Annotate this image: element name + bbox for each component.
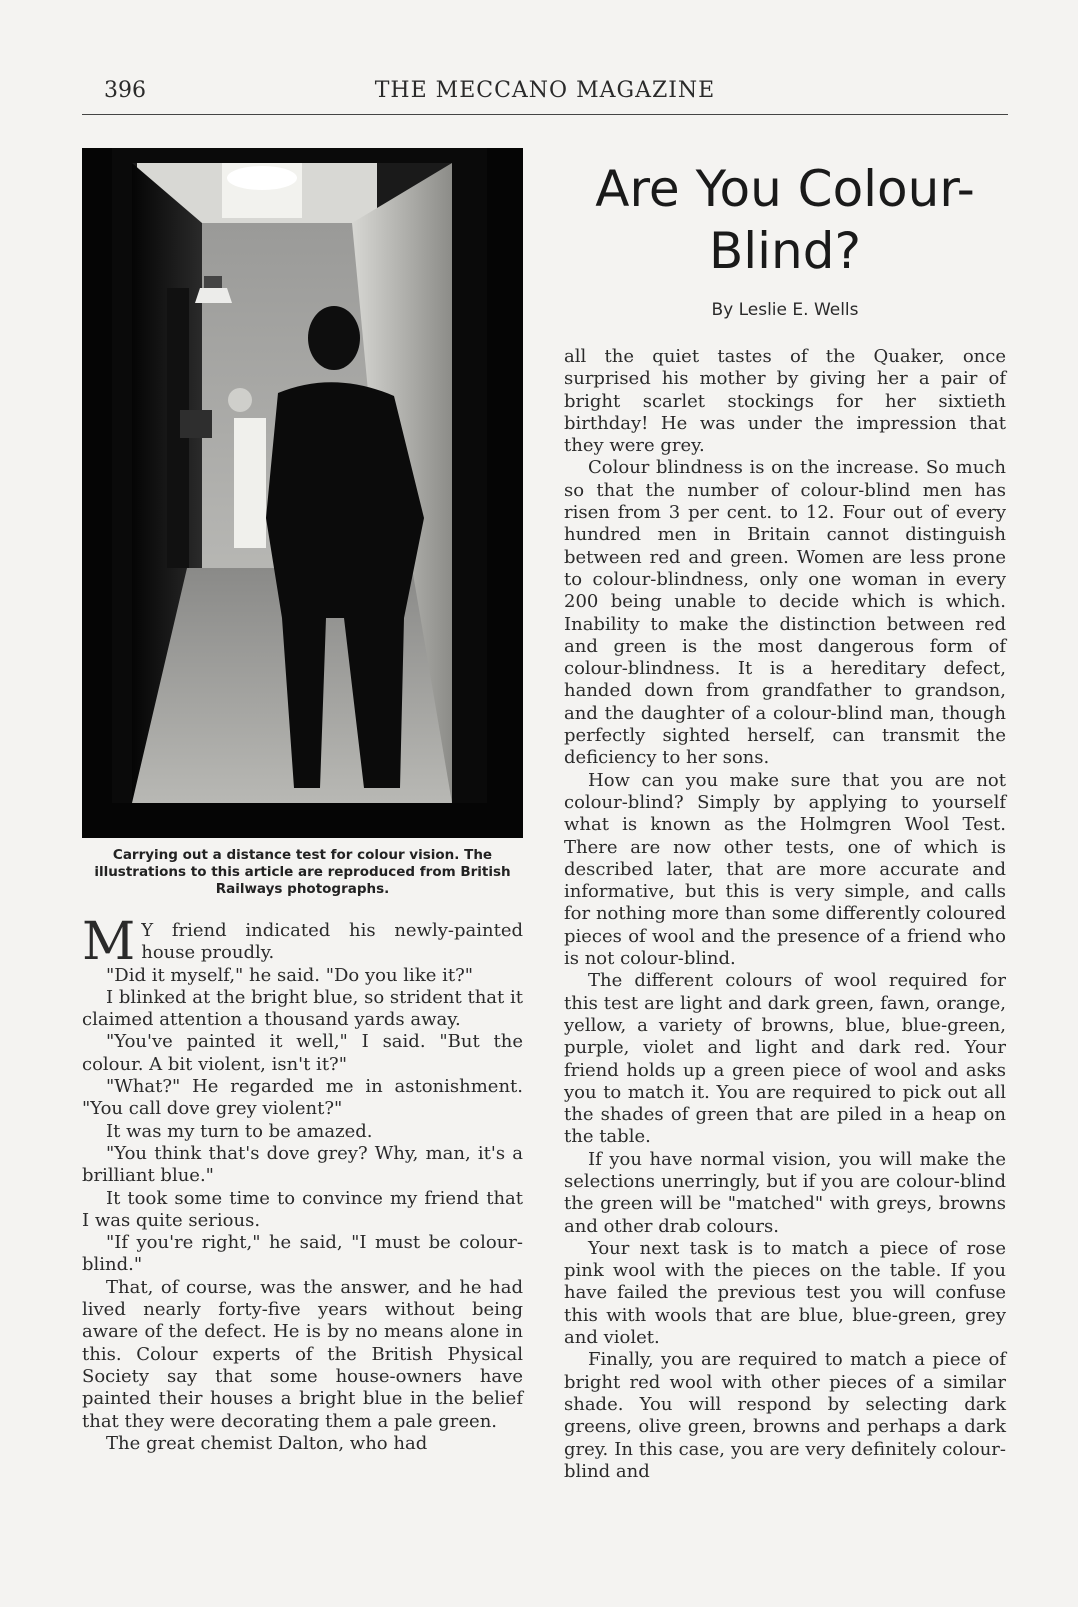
paragraph: It took some time to convince my friend that I was quite serious. xyxy=(82,1187,523,1231)
paragraph: That, of course, was the answer, and he had lived nearly forty-five years without being aware of the defect. He is by no means alone in this. Colour experts of the British Physical Society say that some house-owners have painted their houses a bright blue in the belief that they were decorating them a pale green. xyxy=(82,1276,523,1432)
paragraph: The different colours of wool required for this test are light and dark green, fawn, orange, yellow, a variety of browns, blue, blue-green, purple, violet and light and dark red. Your friend holds up a green piece of wool and asks you to match it. You are required to pick out all the shades of green that are piled in a heap on the table. xyxy=(564,970,1006,1148)
paragraph: Colour blindness is on the increase. So much so that the number of colour-blind men has risen from 3 per cent. to 12. Four out of every hundred men in Britain cannot distinguish between red and green. Women are less prone to colour-blindness, only one woman in every 200 being unable to decide which is which. Inability to make the distinction between red and green is the most dangerous form of colour-blindness. It is a hereditary defect, handed down from grandfather to grandson, and the daughter of a colour-blind man, though perfectly sighted herself, can transmit the deficiency to her sons. xyxy=(564,457,1006,769)
header-rule xyxy=(82,114,1008,115)
paragraph: If you have normal vision, you will make the selections unerringly, but if you are colour-blind the green will be "matched" with greys, browns and other drab colours. xyxy=(564,1148,1006,1237)
magazine-title: THE MECCANO MAGAZINE xyxy=(374,78,716,103)
left-text-column xyxy=(82,912,523,1455)
paragraph-intro xyxy=(82,912,523,972)
paragraph: It was my turn to be amazed. xyxy=(106,1120,373,1142)
paragraph: "Did it myself," he said. "Do you like it?" xyxy=(106,964,474,986)
paragraph: all the quiet tastes of the Quaker, once surprised his mother by giving her a pair of bright scarlet stockings for her sixtieth birthday! He was under the impression that they were grey. xyxy=(564,346,1006,457)
paragraph: "If you're right," he said, "I must be colour-blind." xyxy=(82,1232,523,1276)
right-text-column xyxy=(564,346,1006,1483)
paragraph: How can you make sure that you are not colour-blind? Simply by applying to yourself what is known as the Holmgren Wool Test. There are now other tests, one of which is described later, that are more accurate and informative, but this is very simple, and calls for nothing more than some differently coloured pieces of wool and the presence of a friend who is not colour-blind. xyxy=(564,769,1006,970)
article-photo xyxy=(82,148,523,838)
paragraph: "You think that's dove grey? Why, man, it's a brilliant blue." xyxy=(82,1142,523,1187)
paragraph: "What?" He regarded me in astonishment. "You call dove grey violent?" xyxy=(82,1076,523,1120)
article-byline: By Leslie E. Wells xyxy=(711,300,859,320)
drop-cap: M xyxy=(82,912,136,972)
paragraph-text: Y friend indicated his newly-painted house proudly. xyxy=(141,920,523,964)
article-title: Are You Colour-Blind? xyxy=(595,160,975,280)
page-header xyxy=(82,78,1008,110)
paragraph: I blinked at the bright blue, so strident that it claimed attention a thousand yards away. xyxy=(82,986,523,1031)
photo-caption: Carrying out a distance test for colour vision. The illustrations to this article are reproduced from British Railways photographs. xyxy=(94,847,511,897)
page-number: 396 xyxy=(104,78,146,103)
paragraph: "You've painted it well," I said. "But the colour. A bit violent, isn't it?" xyxy=(82,1031,523,1075)
paragraph: The great chemist Dalton, who had xyxy=(106,1432,428,1454)
paragraph: Finally, you are required to match a piece of bright red wool with other pieces of a similar shade. You will respond by selecting dark greens, olive green, browns and perhaps a dark grey. In this case, you are very definitely colour-blind and xyxy=(564,1349,1006,1482)
corridor-photo-illustration xyxy=(82,148,523,838)
paragraph: Your next task is to match a piece of rose pink wool with the pieces on the table. If you have failed the previous test you will confuse this with wools that are blue, blue-green, grey and violet. xyxy=(564,1237,1006,1349)
